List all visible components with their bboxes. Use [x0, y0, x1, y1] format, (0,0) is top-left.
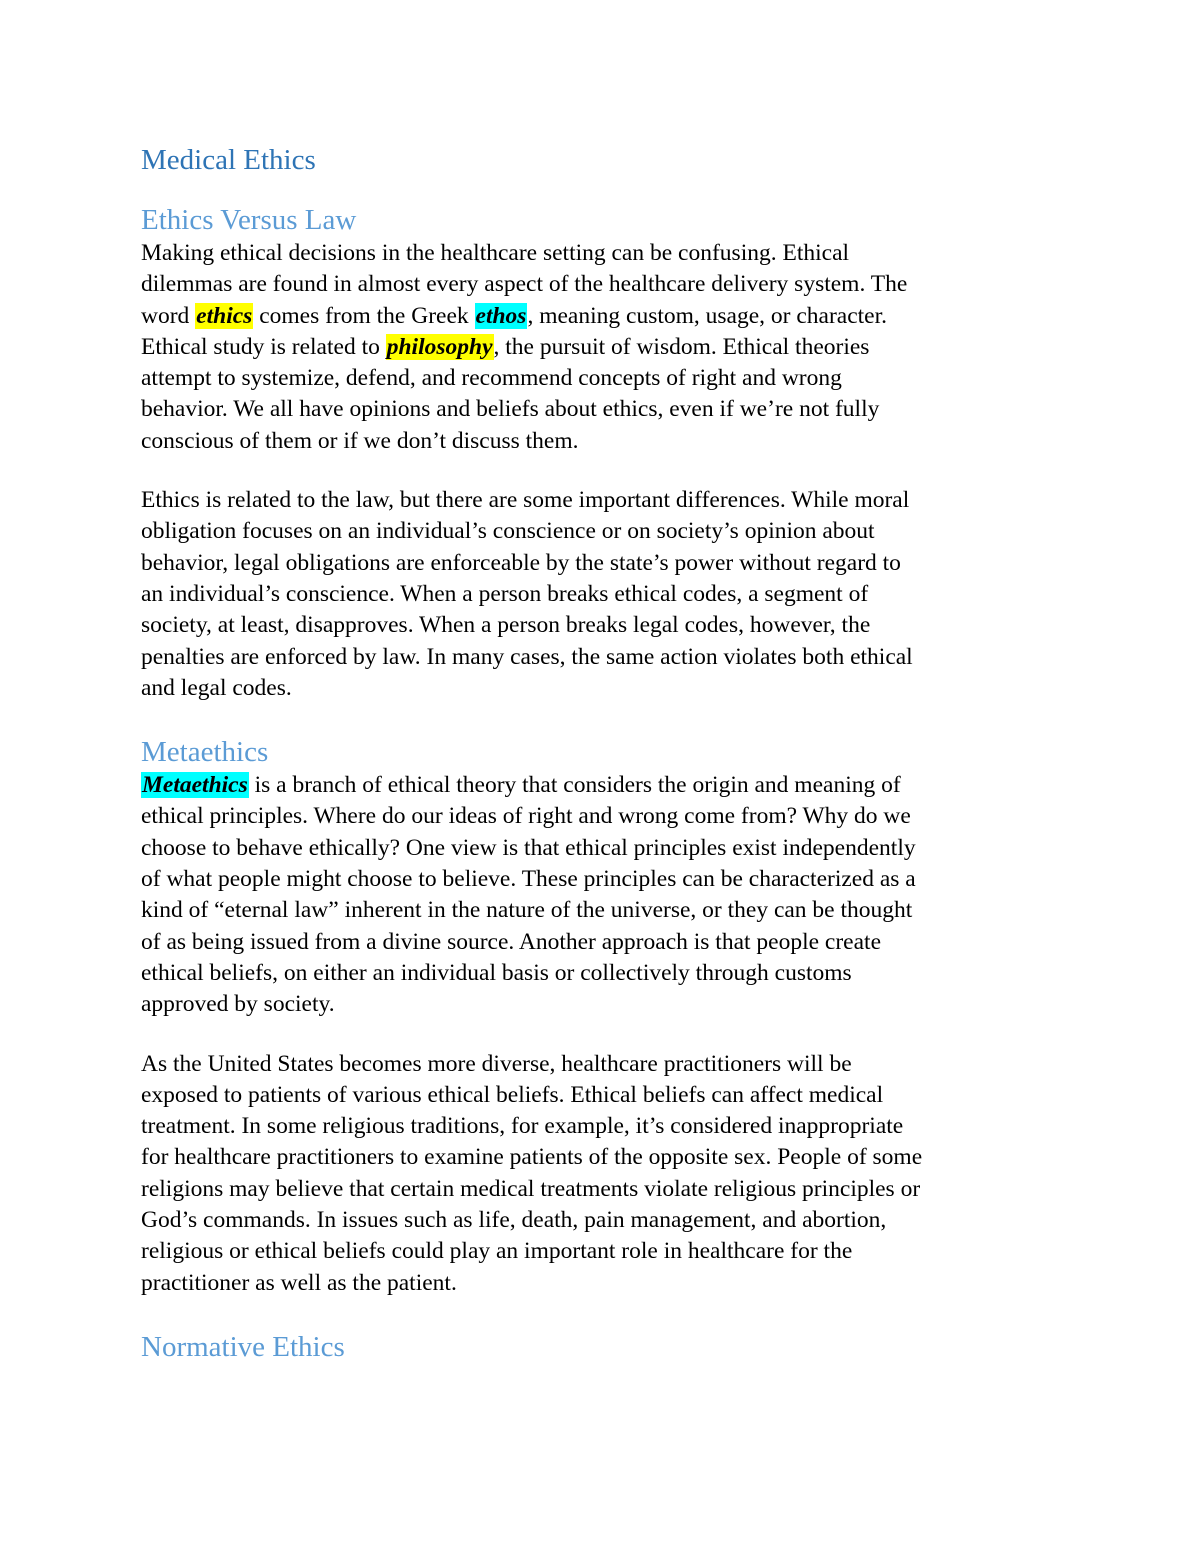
text-line: ethical principles. Where do our ideas of right and wrong come from? Why do we	[141, 803, 911, 830]
section-heading-ethics-versus-law: Ethics Versus Law	[141, 204, 357, 236]
text-line	[141, 301, 1061, 332]
text-line: ethical beliefs, on either an individual basis or collectively through customs	[141, 959, 852, 986]
text-line: obligation focuses on an individual’s conscience or on society’s opinion about	[141, 518, 875, 545]
highlighted-term-metaethics: Metaethics	[142, 772, 248, 799]
text-line: of what people might choose to believe. These principles can be characterized as a	[141, 866, 916, 893]
text-line: attempt to systemize, defend, and recommend concepts of right and wrong	[141, 365, 842, 392]
text-line: religious or ethical beliefs could play an important role in healthcare for the	[141, 1238, 853, 1265]
text-line: and legal codes.	[141, 674, 292, 701]
paragraph-diversity	[141, 1049, 1061, 1299]
text-span: , meaning custom, usage, or character.	[527, 302, 888, 329]
section-heading-normative-ethics: Normative Ethics	[141, 1330, 345, 1363]
text-line: exposed to patients of various ethical beliefs. Ethical beliefs can affect medical	[141, 1081, 884, 1108]
text-line	[141, 770, 1061, 801]
paragraph-ethics-intro	[141, 238, 1061, 457]
text-line: Making ethical decisions in the healthcare setting can be confusing. Ethical	[141, 240, 850, 266]
text-line: treatment. In some religious traditions, for example, it’s considered inappropriate	[141, 1113, 904, 1140]
text-line: Ethics is related to the law, but there are some important differences. While moral	[141, 487, 910, 514]
text-line: religions may believe that certain medical treatments violate religious principles or	[141, 1175, 921, 1202]
text-line: approved by society.	[141, 991, 335, 1018]
text-line: society, at least, disapproves. When a person breaks legal codes, however, the	[141, 612, 871, 639]
paragraph-ethics-and-law	[141, 485, 1061, 704]
highlighted-term-philosophy: philosophy	[386, 333, 493, 360]
highlighted-term-ethics: ethics	[196, 302, 253, 329]
text-span: word	[141, 302, 196, 329]
section-heading-metaethics: Metaethics	[141, 736, 269, 769]
text-line	[141, 332, 1061, 363]
text-span: is a branch of ethical theory that considers the origin and meaning of	[248, 772, 901, 799]
text-line: God’s commands. In issues such as life, death, pain management, and abortion,	[141, 1207, 887, 1234]
text-line: penalties are enforced by law. In many cases, the same action violates both ethical	[141, 643, 913, 670]
text-line: of as being issued from a divine source. Another approach is that people create	[141, 928, 881, 955]
text-line: behavior, legal obligations are enforceable by the state’s power without regard to	[141, 549, 901, 576]
text-line: practitioner as well as the patient.	[141, 1269, 457, 1296]
document-page	[141, 138, 1061, 1365]
text-line: kind of “eternal law” inherent in the nature of the universe, or they can be thought	[141, 897, 913, 924]
text-line: an individual’s conscience. When a person breaks ethical codes, a segment of	[141, 580, 869, 607]
text-line: choose to behave ethically? One view is that ethical principles exist independently	[141, 834, 916, 861]
text-line: behavior. We all have opinions and beliefs about ethics, even if we’re not fully	[141, 396, 880, 423]
text-line: for healthcare practitioners to examine patients of the opposite sex. People of some	[141, 1144, 923, 1171]
text-line: As the United States becomes more diverse, healthcare practitioners will be	[141, 1050, 852, 1077]
text-span: Ethical study is related to	[141, 333, 386, 360]
document-title: Medical Ethics	[141, 144, 316, 176]
highlighted-term-ethos: ethos	[475, 302, 527, 329]
text-span: , the pursuit of wisdom. Ethical theories	[493, 333, 870, 360]
paragraph-metaethics-intro	[141, 770, 1061, 1020]
text-line: dilemmas are found in almost every aspect of the healthcare delivery system. The	[141, 271, 908, 298]
text-span: comes from the Greek	[253, 302, 475, 329]
text-line: conscious of them or if we don’t discuss them.	[141, 427, 579, 454]
